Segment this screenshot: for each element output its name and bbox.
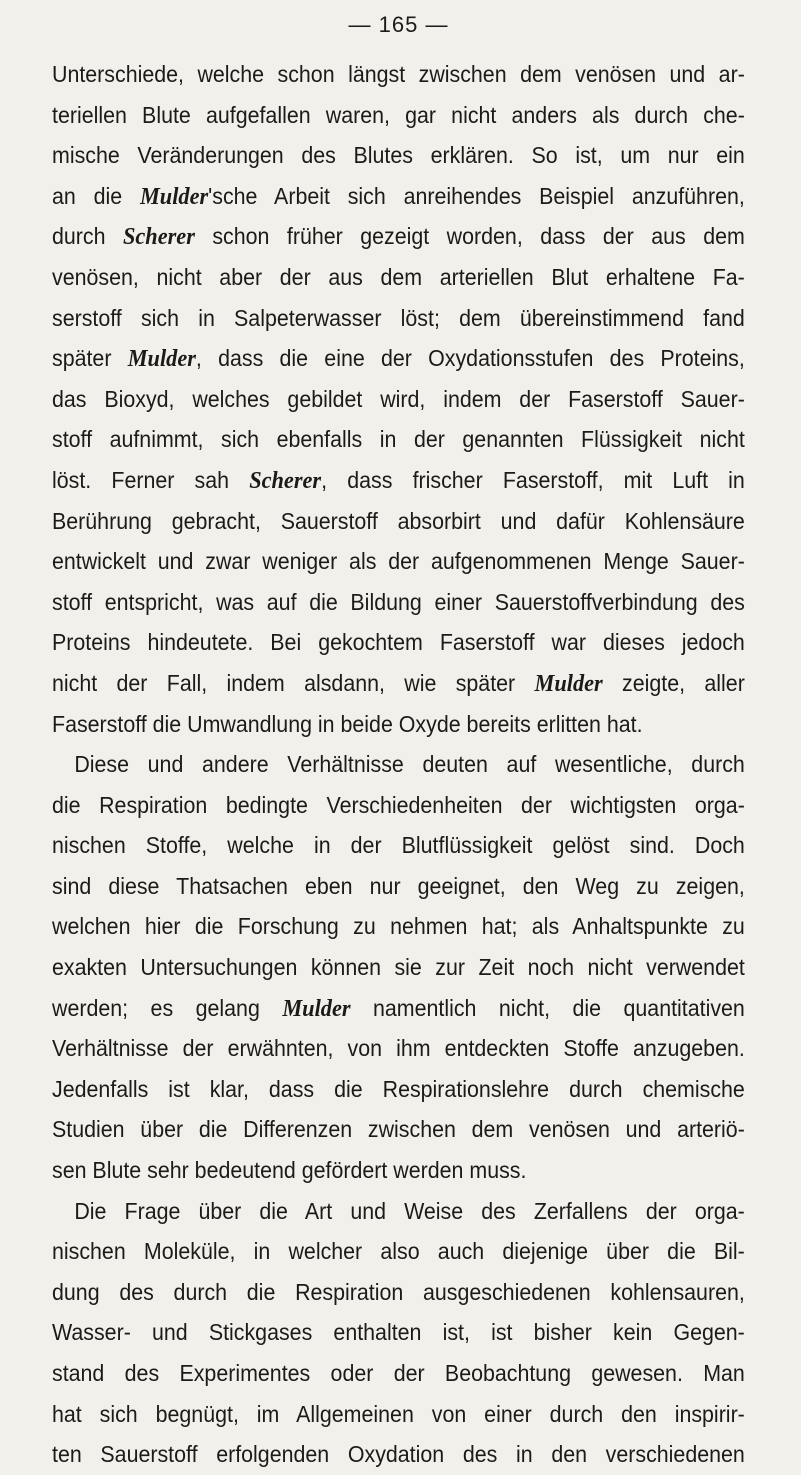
text-line: Verhältnisse der erwähnten, von ihm entdeckten Stoffe anzugeben. [52,1035,745,1062]
text-line: serstoff sich in Salpeterwasser löst; dem übereinstimmend fand [52,304,745,331]
text-line: ten Sauerstoff erfolgenden Oxydation des in den verschiedenen [52,1441,745,1468]
text-line: an die Mulder'sche Arbeit sich anreihendes Beispiel anzuführen, [52,182,745,210]
text-line: durch Scherer schon früher gezeigt worden, dass der aus dem [52,223,745,251]
text-line: nicht der Fall, indem alsdann, wie später Mulder zeigte, aller [52,669,745,697]
text-line: stand des Experimentes oder der Beobachtung gewesen. Man [52,1360,745,1386]
text-line: exakten Untersuchungen können sie zur Zeit noch nicht verwendet [52,954,745,981]
text-line: Studien über die Differenzen zwischen dem venösen und arteriö- [52,1116,745,1143]
text-line: venösen, nicht aber der aus dem arteriellen Blut erhaltene Fa- [52,263,745,290]
body-text [52,54,745,1475]
text-line: hat sich begnügt, im Allgemeinen von einer durch den inspirir- [52,1400,745,1427]
text-line: die Respiration bedingte Verschiedenheiten der wichtigsten orga- [52,791,745,818]
text-line: Wasser- und Stickgases enthalten ist, ist bisher kein Gegen- [52,1319,745,1346]
text-line: das Bioxyd, welches gebildet wird, indem der Faserstoff Sauer- [52,385,745,412]
text-line: entwickelt und zwar weniger als der aufgenommenen Menge Sauer- [52,548,745,575]
text-line: löst. Ferner sah Scherer, dass frischer Faserstoff, mit Luft in [52,466,745,494]
page-number: — 165 — [348,12,449,37]
text-line: Proteins hindeutete. Bei gekochtem Faserstoff war dieses jedoch [52,629,745,656]
paragraph-start-line: Diese und andere Verhältnisse deuten auf wesentliche, durch [74,751,745,778]
text-line: stoff aufnimmt, sich ebenfalls in der genannten Flüssigkeit nicht [52,426,745,453]
text-line: Unterschiede, welche schon längst zwischen dem venösen und ar- [52,61,745,87]
text-line: Faserstoff die Umwandlung in beide Oxyde bereits erlitten hat. [52,710,643,737]
text-line: mische Veränderungen des Blutes erklären. So ist, um nur ein [52,142,745,169]
text-line: stoff entspricht, was auf die Bildung einer Sauerstoffverbindung des [52,588,745,615]
text-line: später Mulder, dass die eine der Oxydationsstufen des Proteins, [52,345,745,373]
text-line: Jedenfalls ist klar, dass die Respirationslehre durch chemische [52,1075,745,1102]
text-line: teriellen Blute aufgefallen waren, gar nicht anders als durch che- [52,101,745,128]
text-line: werden; es gelang Mulder namentlich nicht, die quantitativen [52,994,745,1022]
text-line: nischen Moleküle, in welcher also auch diejenige über die Bil- [52,1238,745,1265]
text-line: dung des durch die Respiration ausgeschiedenen kohlensauren, [52,1278,745,1305]
text-line: sind diese Thatsachen eben nur geeignet, den Weg zu zeigen, [52,872,745,899]
text-line: welchen hier die Forschung zu nehmen hat; als Anhaltspunkte zu [52,913,745,940]
text-line: sen Blute sehr bedeutend gefördert werden muss. [52,1157,527,1184]
text-line: Berührung gebracht, Sauerstoff absorbirt und dafür Kohlensäure [52,507,745,534]
text-line: nischen Stoffe, welche in der Blutflüssigkeit gelöst sind. Doch [52,832,745,859]
paragraph-start-line: Die Frage über die Art und Weise des Zerfallens der orga- [74,1197,745,1224]
